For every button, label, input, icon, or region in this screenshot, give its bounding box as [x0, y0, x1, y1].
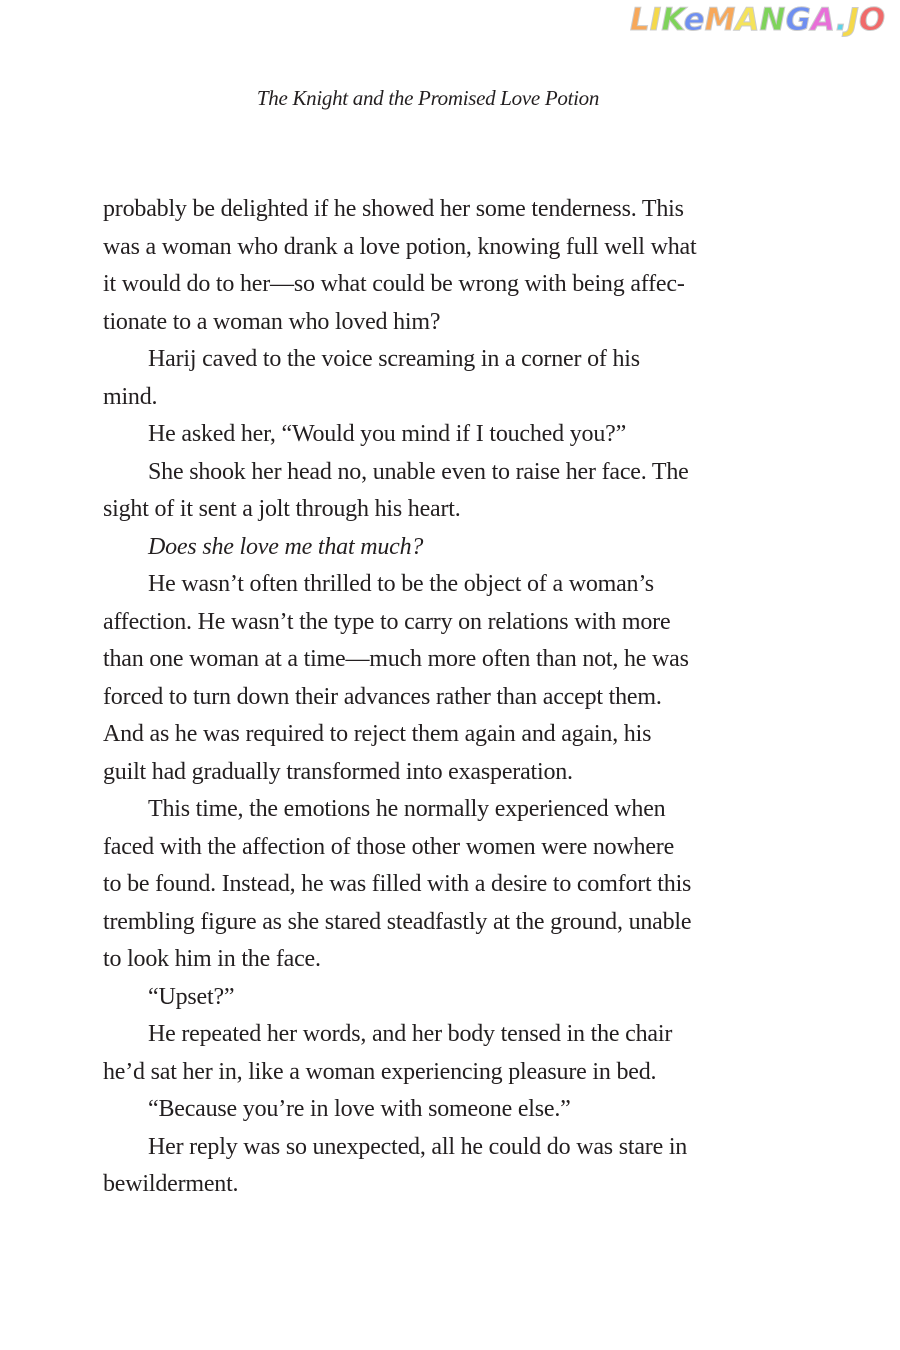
text-line: to be found. Instead, he was filled with a desire to comfort this: [103, 871, 692, 897]
text-line: “Upset?”: [148, 983, 235, 1010]
text-line: he’d sat her in, like a woman experiencing pleasure in bed.: [103, 1058, 657, 1085]
text-line: He repeated her words, and her body tensed in the chair: [148, 1021, 673, 1047]
watermark-letter: O: [858, 2, 886, 38]
watermark-letter: e: [683, 2, 705, 38]
watermark-letter: L: [630, 2, 650, 38]
text-line: Does she love me that much?: [148, 533, 424, 560]
running-head: The Knight and the Promised Love Potion: [256, 86, 600, 110]
text-line: was a woman who drank a love potion, knowing full well what: [103, 233, 697, 260]
text-line: it would do to her—so what could be wrong with being affec-: [103, 271, 685, 297]
text-line: trembling figure as she stared steadfastly at the ground, unable: [103, 908, 692, 935]
watermark-letter: K: [661, 2, 684, 38]
text-line: He asked her, “Would you mind if I touched you?”: [148, 421, 627, 447]
watermark-letter: .: [835, 2, 848, 38]
watermark-letter: I: [649, 2, 662, 38]
text-line: affection. He wasn’t the type to carry on relations with more: [103, 608, 671, 635]
text-line: than one woman at a time—much more often than not, he was: [103, 646, 689, 672]
text-line: “Because you’re in love with someone else.”: [148, 1096, 571, 1122]
text-line: She shook her head no, unable even to raise her face. The: [148, 458, 689, 485]
text-line: And as he was required to reject them again and again, his: [103, 721, 652, 747]
text-line: Her reply was so unexpected, all he could do was stare in: [148, 1133, 688, 1160]
watermark-letter: N: [759, 2, 786, 38]
watermark-logo: [630, 2, 885, 38]
text-line: sight of it sent a jolt through his heart.: [103, 496, 461, 522]
text-line: faced with the affection of those other women were nowhere: [103, 833, 675, 860]
text-line: guilt had gradually transformed into exasperation.: [103, 758, 573, 785]
watermark-letter: G: [785, 2, 811, 38]
text-line: to look him in the face.: [103, 946, 321, 972]
body-text: [103, 191, 763, 1204]
text-line: He wasn’t often thrilled to be the object of a woman’s: [148, 571, 654, 597]
watermark-letter: A: [735, 2, 760, 38]
text-line: tionate to a woman who loved him?: [103, 308, 441, 335]
watermark-letter: J: [847, 2, 859, 38]
text-line: mind.: [103, 383, 158, 410]
watermark-letter: A: [810, 2, 836, 38]
text-line: Harij caved to the voice screaming in a corner of his: [148, 346, 640, 372]
text-line: This time, the emotions he normally experienced when: [148, 796, 666, 822]
watermark-letter: M: [704, 2, 736, 38]
text-line: probably be delighted if he showed her some tenderness. This: [103, 196, 684, 222]
text-line: forced to turn down their advances rather than accept them.: [103, 683, 662, 710]
text-line: bewilderment.: [103, 1171, 239, 1197]
